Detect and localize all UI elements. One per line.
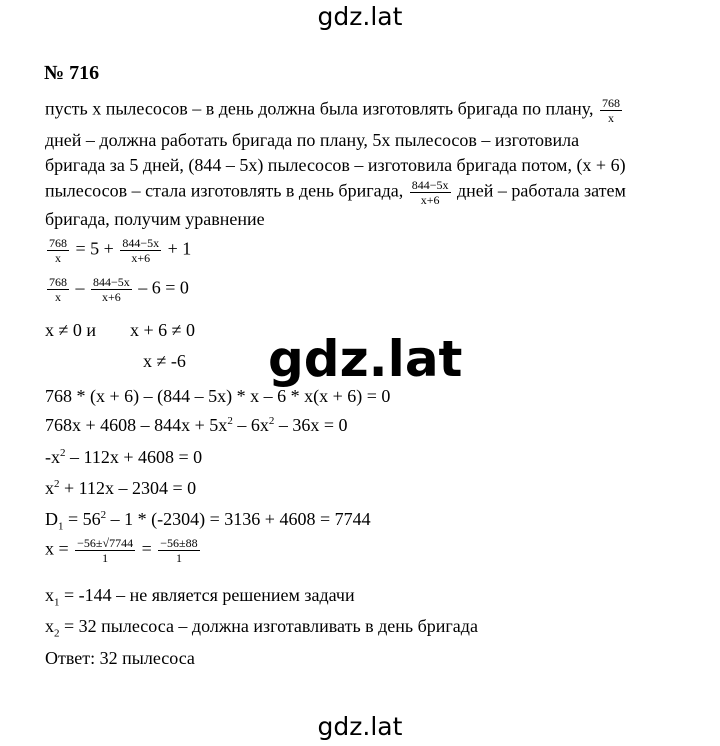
exponent: 2 (54, 478, 60, 490)
discriminant-line (45, 509, 371, 533)
exponent: 2 (227, 415, 233, 427)
fraction-denominator: x (55, 290, 61, 304)
watermark-center: gdz.lat (268, 330, 463, 388)
equation-segment: + 112x – 2304 = 0 (59, 478, 197, 498)
equation-segment: = 32 пылесоса – должна изготавливать в день бригада (59, 616, 478, 636)
subscript: 2 (54, 627, 60, 640)
equation-segment: 768x + 4608 – 844x + 5x (45, 415, 228, 435)
watermark-bottom: gdz.lat (317, 712, 403, 741)
text-line-5: бригада, получим уравнение (45, 209, 265, 229)
equation-7 (45, 447, 202, 468)
root-2-line (45, 616, 478, 640)
exponent: 2 (100, 509, 107, 521)
fraction-numerator: −56±88 (160, 536, 198, 550)
fraction-numerator: 844−5x (122, 236, 160, 250)
fraction-768-over-x (47, 275, 69, 304)
equation-segment: – 6x (232, 415, 269, 435)
text-segment: пылесосов – стала изготовлять в день бригада, (45, 180, 404, 201)
problem-number: № 716 (44, 62, 100, 84)
fraction-numerator: 768 (49, 275, 67, 289)
fraction-numerator: 768 (49, 236, 67, 250)
fraction-numerator: 844−5x (93, 275, 130, 289)
equation-segment: – 1 * (-2304) = 3136 + 4608 = 7744 (106, 509, 371, 529)
fraction-numerator: −56±√7744 (77, 536, 134, 550)
fraction-768-over-x (47, 236, 69, 265)
fraction-denominator: 1 (175, 551, 182, 565)
equation-5: 768 * (x + 6) – (844 – 5x) * x – 6 * x(x + 6) = 0 (45, 386, 391, 406)
fraction-denominator: x+6 (102, 290, 121, 304)
equation-segment: x = (45, 538, 69, 559)
equation-segment: = 56 (63, 509, 101, 529)
equation-segment: – 112x + 4608 = 0 (65, 447, 203, 467)
equation-1 (45, 236, 191, 265)
root-1-line (45, 585, 355, 609)
equation-segment: – 6 = 0 (138, 277, 189, 298)
equation-segment: = (141, 538, 152, 559)
fraction-denominator: 1 (102, 551, 109, 565)
equation-segment: x (45, 616, 54, 636)
fraction-numerator: 844−5x (411, 178, 449, 192)
equation-segment: -x (45, 447, 60, 467)
watermark-top: gdz.lat (317, 2, 403, 31)
equation-segment: = 5 + (75, 238, 114, 259)
text-line-4 (45, 178, 626, 207)
equation-segment: x ≠ 0 и (45, 320, 97, 340)
equation-segment: x (45, 478, 54, 498)
equation-segment: – (75, 277, 85, 298)
text-line-1 (45, 96, 624, 125)
fraction-denominator: x+6 (131, 251, 151, 265)
roots-formula (45, 536, 202, 565)
equation-segment: – 36x = 0 (274, 415, 348, 435)
text-segment: пусть x пылесосов – в день должна была изготовлять бригада по плану, (45, 98, 594, 119)
text-line-2: дней – должна работать бригада по плану, 5x пылесосов – изготовила (45, 130, 580, 150)
equation-4 (45, 351, 186, 372)
subscript: 1 (58, 520, 64, 533)
fraction-844-over-x6 (120, 236, 161, 265)
fraction-denominator: x (608, 111, 614, 125)
fraction-denominator: x (55, 251, 61, 265)
text-line-3: бригада за 5 дней, (844 – 5x) пылесосов – изготовила бригада потом, (x + 6) (45, 155, 626, 175)
text-segment: дней – работала затем (457, 180, 626, 201)
fraction-numerator: 768 (602, 96, 620, 110)
equation-segment: D (45, 509, 58, 529)
equation-6 (45, 415, 347, 436)
fraction-root-88 (158, 536, 199, 565)
exponent: 2 (60, 447, 66, 459)
equation-segment: x ≠ -6 (143, 351, 186, 371)
equation-segment: + 1 (167, 238, 192, 259)
fraction-root-sqrt (75, 536, 135, 565)
equation-segment: x + 6 ≠ 0 (130, 320, 196, 340)
fraction-denominator: x+6 (420, 193, 440, 207)
subscript: 1 (54, 596, 60, 609)
equation-segment: x (45, 585, 54, 605)
answer-line: Ответ: 32 пылесоса (45, 648, 195, 668)
equation-2 (45, 275, 189, 304)
fraction-768-over-x (600, 96, 622, 125)
fraction-844-over-x6 (410, 178, 451, 207)
equation-3 (45, 320, 195, 341)
fraction-844-over-x6 (91, 275, 132, 304)
equation-8 (45, 478, 196, 499)
equation-segment: = -144 – не является решением задачи (59, 585, 355, 605)
exponent: 2 (268, 415, 275, 427)
